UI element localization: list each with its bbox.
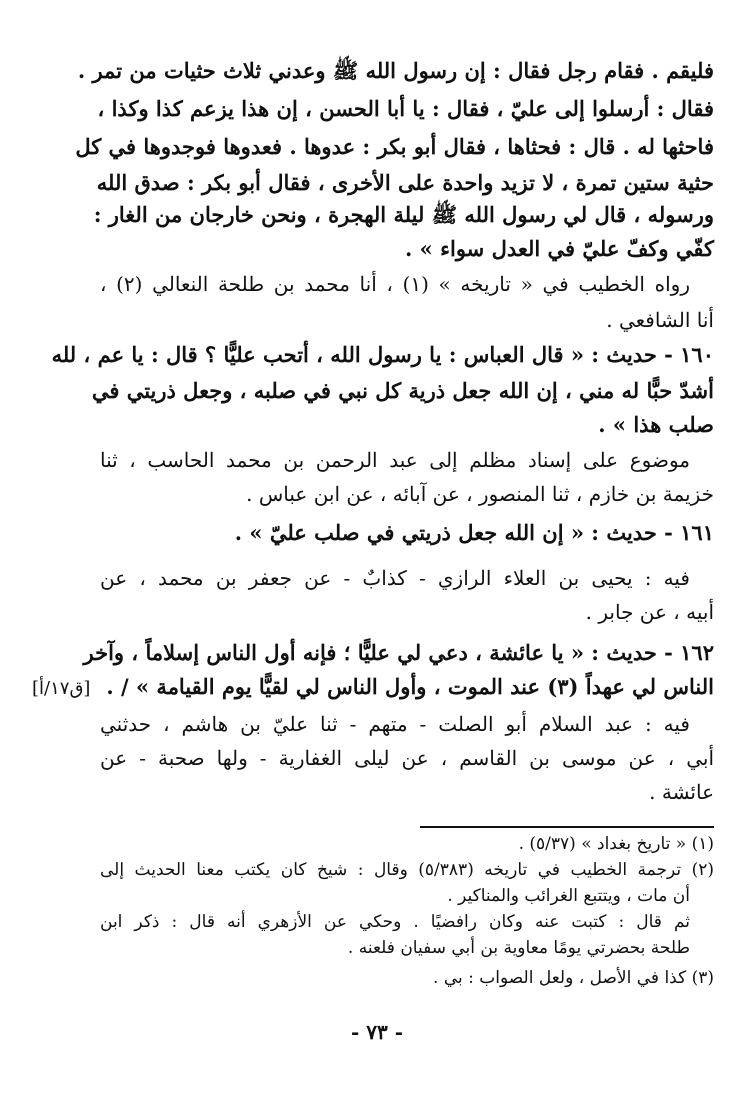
text-line: أبيه ، عن جابر . [585,600,714,624]
text-line: فاحثها له . قال : فحثاها ، فقال أبو بكر : عدوها . فعدوها فوجدوها في كل [75,134,714,159]
manuscript-folio-note: [ق١٧/أ] [32,678,91,699]
hadith-160-heading: ١٦٠ - حديث : « قال العباس : يا رسول الله ، أتحب عليًّا ؟ قال : يا عم ، لله [51,342,714,367]
footnote-divider [420,826,714,828]
text-line: فقال : أرسلوا إلى عليّ ، فقال : يا أبا الحسن ، إن هذا يزعم كذا وكذا ، [97,96,714,121]
text-line: رواه الخطيب في « تاريخه » (١) ، أنا محمد بن طلحة النعالي (٢) ، [100,272,690,296]
text-line: فيه : عبد السلام أبو الصلت - متهم - ثنا عليّ بن هاشم ، حدثني [100,712,690,736]
text-line: فيه : يحيى بن العلاء الرازي - كذابٌ - عن جعفر بن محمد ، عن [100,566,690,590]
hadith-161-heading: ١٦١ - حديث : « إن الله جعل ذريتي في صلب عليّ » . [234,520,714,545]
text-line: أنا الشافعي . [606,308,714,332]
text-line: عائشة . [649,780,714,804]
text-line: أبي ، عن موسى بن القاسم ، عن ليلى الغفارية - ولها صحبة - عن [100,746,714,770]
text-line: خزيمة بن خازم ، ثنا المنصور ، عن آبائه ، عن ابن عباس . [246,482,714,506]
footnote: (٣) كذا في الأصل ، ولعل الصواب : بي . [433,968,714,988]
text-line: أشدّ حبًّا له مني ، إن الله جعل ذرية كل نبي في صلبه ، وجعل ذريتي في [91,378,714,403]
text-line: فليقم . فقام رجل فقال : إن رسول الله ﷺ وعدني ثلاث حثيات من تمر . [77,58,714,83]
page-number: - ٧٣ - [350,1020,403,1044]
footnote: طلحة بحضرتي يومًا معاوية بن أبي سفيان فلعنه . [347,938,690,958]
footnote: أن مات ، ويتتبع الغرائب والمناكير . [447,886,690,906]
footnote: ثم قال : كتبت عنه وكان رافضيًا . وحكي عن الأزهري أنه قال : ذكر ابن [100,912,690,932]
text-line: حثية ستين تمرة ، لا تزيد واحدة على الأخرى ، فقال أبو بكر : صدق الله [96,170,714,195]
footnote: (٢) ترجمة الخطيب في تاريخه (٥/٣٨٣) وقال : شيخ كان يكتب معنا الحديث إلى [100,860,715,880]
text-line: موضوع على إسناد مظلم إلى عبد الرحمن بن محمد الحاسب ، ثنا [100,448,690,472]
text-line: كفّي وكفّ عليّ في العدل سواء » . [405,236,714,261]
hadith-162-heading: ١٦٢ - حديث : « يا عائشة ، دعي لي عليًّا ؛ فإنه أول الناس إسلاماً ، وآخر [83,640,714,665]
text-line: ورسوله ، قال لي رسول الله ﷺ ليلة الهجرة ، ونحن خارجان من الغار : [93,202,714,227]
text-line: الناس لي عهداً (٣) عند الموت ، وأول الناس لي لقيًّا يوم القيامة » / . [106,674,714,699]
text-line: صلب هذا » . [598,412,714,437]
footnote: (١) « تاريخ بغداد » (٥/٣٧) . [518,834,714,854]
